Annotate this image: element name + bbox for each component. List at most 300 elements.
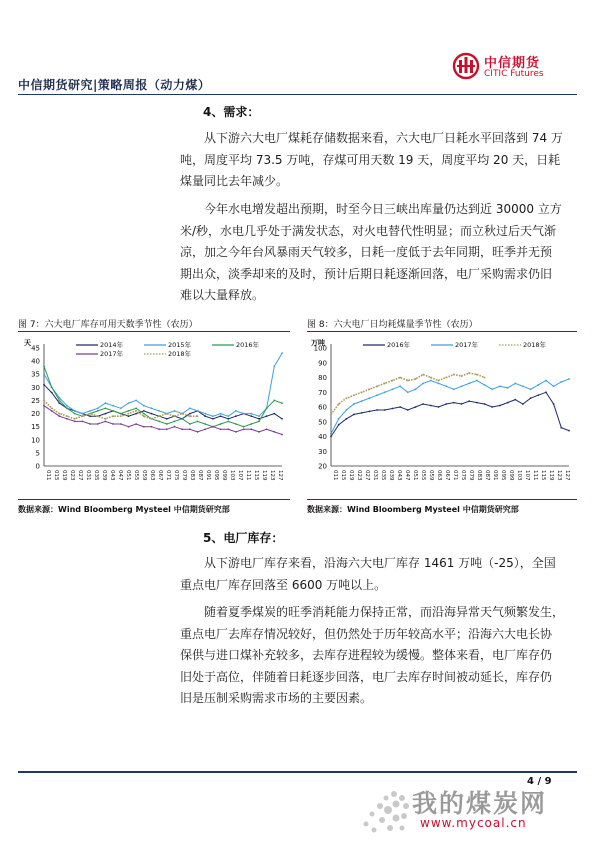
fig7-data-point (51, 386, 53, 388)
fig7-data-point (250, 423, 252, 425)
fig7-y-tick-label: 35 (31, 370, 40, 379)
fig7-data-point (43, 400, 45, 402)
fig8-data-point (399, 406, 401, 408)
fig7-x-tick-label: 103 (229, 470, 235, 481)
fig8-data-point (361, 412, 363, 414)
fig8-data-point (568, 378, 570, 380)
fig7-data-point (66, 418, 68, 420)
fig8-x-tick-label: 023 (356, 470, 362, 481)
fig7-data-point (143, 413, 145, 415)
logo-text-cn: 中信期货 (484, 56, 541, 71)
fig7-data-point (227, 421, 229, 423)
fig8-y-tick-label: 80 (318, 374, 327, 382)
fig7-series-line-1 (44, 353, 282, 416)
fig8-data-point (445, 403, 447, 405)
fig7-y-tick-label: 25 (31, 396, 40, 405)
fig7-data-point (135, 410, 137, 412)
text-line: 旧是压制采购需求市场的主要因素。 (180, 691, 373, 705)
fig8-x-tick-label: 087 (484, 470, 490, 481)
fig7-data-point (128, 426, 130, 428)
fig7-data-point (74, 421, 76, 423)
fig8-series-line-2 (331, 373, 485, 414)
fig7-data-point (212, 426, 214, 428)
fig7-data-point (105, 413, 107, 415)
fig7-data-point (74, 410, 76, 412)
fig7-data-point (197, 410, 199, 412)
fig8-y-unit: 万吨 (311, 339, 325, 347)
fig7-data-point (74, 418, 76, 420)
fig8-data-point (353, 414, 355, 416)
fig7-data-point (151, 407, 153, 409)
fig8-data-point (491, 388, 493, 390)
fig7-x-tick-label: 027 (77, 470, 83, 481)
fig8-data-point (453, 374, 455, 376)
fig8-data-point (330, 414, 332, 416)
fig8-data-point (484, 403, 486, 405)
fig7-x-tick-label: 051 (125, 470, 131, 481)
fig8-x-tick-label: 027 (364, 470, 370, 481)
fig7-x-tick-label: 063 (149, 470, 155, 481)
fig7-data-point (243, 413, 245, 415)
fig7-data-point (158, 410, 160, 412)
fig8-legend-label: 2017年 (455, 341, 479, 349)
fig7-y-tick-label: 20 (31, 410, 40, 419)
fig8-data-point (392, 408, 394, 410)
fig8-legend-label: 2016年 (387, 341, 411, 349)
citic-futures-logo (452, 50, 577, 86)
fig7-data-point (273, 431, 275, 433)
fig8-data-point (453, 402, 455, 404)
fig7-data-point (112, 405, 114, 407)
watermark-url: www.mycoal.cn (420, 816, 527, 830)
fig8-data-point (537, 394, 539, 396)
fig7-data-point (220, 423, 222, 425)
fig7-data-point (281, 434, 283, 436)
fig8-data-point (369, 388, 371, 390)
fig7-y-tick-label: 5 (35, 449, 40, 458)
fig8-y-tick-label: 60 (318, 403, 327, 412)
fig7-x-tick-label: 039 (101, 470, 107, 481)
fig7-data-point (189, 415, 191, 417)
fig8-data-point (361, 391, 363, 393)
fig8-data-point (430, 405, 432, 407)
fig7-data-point (112, 415, 114, 417)
fig8-data-point (438, 380, 440, 382)
fig8-x-tick-label: 115 (540, 470, 546, 481)
figure-7-source: 数据来源：Wind Bloomberg Mysteel 中信期货研究部 (18, 505, 230, 514)
fig8-x-tick-label: 111 (532, 470, 538, 481)
logo-text-en: CITIC Futures (484, 69, 544, 79)
fig8-x-tick-label: 083 (476, 470, 482, 481)
fig7-data-point (174, 415, 176, 417)
fig7-x-tick-label: 019 (61, 470, 67, 481)
fig8-x-tick-label: 015 (340, 470, 346, 481)
fig7-data-point (82, 421, 84, 423)
fig7-data-point (89, 413, 91, 415)
fig8-data-point (361, 400, 363, 402)
fig7-series-line-3 (44, 406, 282, 435)
fig8-data-point (330, 436, 332, 438)
fig8-x-tick-label: 103 (516, 470, 522, 481)
fig8-data-point (376, 394, 378, 396)
fig7-data-point (220, 415, 222, 417)
fig8-x-tick-label: 055 (420, 470, 426, 481)
fig7-data-point (43, 405, 45, 407)
fig7-data-point (212, 418, 214, 420)
fig8-x-tick-label: 119 (548, 470, 554, 481)
figure-8-chart (305, 334, 577, 496)
fig7-data-point (128, 410, 130, 412)
fig7-data-point (243, 428, 245, 430)
fig7-y-tick-label: 15 (31, 423, 40, 432)
fig7-data-point (250, 413, 252, 415)
fig7-data-point (227, 428, 229, 430)
fig8-x-tick-label: 059 (428, 470, 434, 481)
fig7-data-point (204, 428, 206, 430)
fig8-x-tick-label: 123 (556, 470, 562, 481)
fig7-x-tick-label: 035 (93, 470, 99, 481)
fig7-data-point (151, 426, 153, 428)
fig8-data-point (415, 406, 417, 408)
fig8-y-tick-label: 70 (318, 388, 327, 397)
fig7-data-point (166, 418, 168, 420)
fig8-data-point (330, 433, 332, 435)
fig7-legend-label: 2015年 (168, 341, 192, 349)
fig7-data-point (204, 423, 206, 425)
fig7-data-point (158, 428, 160, 430)
fig8-x-tick-label: 075 (460, 470, 466, 481)
fig7-legend-label: 2016年 (236, 341, 260, 349)
fig7-x-tick-label: 087 (197, 470, 203, 481)
fig7-data-point (220, 428, 222, 430)
fig7-data-point (250, 415, 252, 417)
fig8-data-point (399, 385, 401, 387)
fig7-data-point (82, 413, 84, 415)
text-line: 凉，加之今年台风暴雨天气较多，日耗一度低于去年同期，旺季并无预 (180, 245, 553, 259)
fig8-data-point (468, 383, 470, 385)
fig7-data-point (204, 415, 206, 417)
fig7-data-point (258, 431, 260, 433)
text-line: 重点电厂去库存情况较好，但仍然处于历年较高水平；沿海六大电长协 (180, 626, 553, 641)
fig8-data-point (346, 397, 348, 399)
fig8-data-point (422, 383, 424, 385)
fig8-x-tick-label: 035 (380, 470, 386, 481)
fig7-x-tick-label: 095 (213, 470, 219, 481)
fig7-data-point (143, 415, 145, 417)
text-line: 难以大量释放。 (180, 288, 265, 302)
watermark-dots-icon (360, 788, 412, 836)
figure-7-title-rule (18, 331, 290, 332)
fig8-data-point (461, 403, 463, 405)
fig8-y-tick-label: 90 (318, 359, 327, 368)
fig8-data-point (476, 374, 478, 376)
fig7-data-point (174, 410, 176, 412)
fig7-data-point (189, 428, 191, 430)
fig7-data-point (112, 410, 114, 412)
fig8-y-tick-label: 20 (318, 462, 327, 471)
fig7-x-tick-label: 023 (69, 470, 75, 481)
figure-8-source: 数据来源：Wind Bloomberg Mysteel 中信期货研究部 (307, 505, 519, 514)
fig8-data-point (415, 378, 417, 380)
fig8-series-line-1 (331, 379, 569, 434)
fig8-y-tick-label: 100 (313, 344, 327, 353)
fig7-data-point (181, 413, 183, 415)
fig8-x-tick-label: 047 (404, 470, 410, 481)
fig7-data-point (43, 366, 45, 368)
fig7-data-point (128, 402, 130, 404)
fig7-x-tick-label: 071 (165, 470, 171, 481)
fig8-data-point (407, 391, 409, 393)
fig7-data-point (51, 392, 53, 394)
fig7-data-point (120, 407, 122, 409)
fig8-data-point (407, 380, 409, 382)
fig7-x-tick-label: 075 (173, 470, 179, 481)
fig7-data-point (143, 426, 145, 428)
fig7-data-point (135, 423, 137, 425)
fig7-data-point (120, 415, 122, 417)
fig7-data-point (266, 415, 268, 417)
fig8-data-point (499, 405, 501, 407)
fig7-x-tick-label: 043 (109, 470, 115, 481)
fig8-data-point (430, 377, 432, 379)
fig7-data-point (174, 421, 176, 423)
fig7-y-tick-label: 30 (31, 383, 40, 392)
fig8-data-point (384, 383, 386, 385)
fig8-data-point (484, 384, 486, 386)
fig7-x-tick-label: 111 (245, 470, 251, 481)
fig7-data-point (227, 418, 229, 420)
fig7-data-point (273, 400, 275, 402)
fig7-x-tick-label: 031 (85, 470, 91, 481)
fig7-data-point (158, 421, 160, 423)
fig7-data-point (204, 413, 206, 415)
fig8-x-tick-label: 011 (332, 470, 338, 481)
fig8-data-point (376, 385, 378, 387)
fig7-data-point (266, 428, 268, 430)
fig8-data-point (392, 388, 394, 390)
fig8-x-tick-label: 031 (372, 470, 378, 481)
fig7-data-point (66, 415, 68, 417)
fig8-x-tick-label: 067 (444, 470, 450, 481)
text-line: 煤量同比去年减少。 (180, 174, 289, 188)
fig8-x-tick-label: 099 (508, 470, 514, 481)
text-line: 今年水电增发超出预期，时至今日三峡出库量仍达到近 30000 立方 (204, 202, 562, 216)
fig7-data-point (74, 413, 76, 415)
fig8-data-point (476, 380, 478, 382)
fig7-data-point (43, 373, 45, 375)
fig7-data-point (197, 415, 199, 417)
figure-8-bottom-rule (307, 499, 577, 500)
section-5-paragraph-2 (180, 602, 580, 710)
fig7-data-point (151, 413, 153, 415)
fig7-data-point (266, 407, 268, 409)
fig7-x-tick-label: 011 (45, 470, 51, 481)
text-line: 重点电厂库存回落至 6600 万吨以上。 (180, 577, 387, 592)
fig7-x-tick-label: 127 (277, 470, 283, 481)
fig8-y-tick-label: 50 (318, 418, 327, 427)
fig8-data-point (553, 385, 555, 387)
fig7-data-point (220, 413, 222, 415)
fig7-data-point (97, 407, 99, 409)
fig7-x-tick-label: 067 (157, 470, 163, 481)
fig7-data-point (243, 426, 245, 428)
fig7-x-tick-label: 015 (53, 470, 59, 481)
fig8-data-point (453, 388, 455, 390)
fig8-data-point (376, 409, 378, 411)
fig7-x-tick-label: 099 (221, 470, 227, 481)
fig8-data-point (553, 403, 555, 405)
fig8-data-point (530, 397, 532, 399)
fig7-y-tick-label: 45 (31, 344, 40, 353)
fig7-data-point (181, 418, 183, 420)
fig8-legend-label: 2018年 (523, 341, 547, 349)
footer-rule (18, 771, 577, 773)
fig7-data-point (51, 410, 53, 412)
fig8-x-tick-label: 107 (524, 470, 530, 481)
text-line: 期出众，淡季却来的及时，预计后期日耗逐渐回落，电厂采购需求仍旧 (180, 266, 553, 281)
fig8-x-tick-label: 079 (468, 470, 474, 481)
fig7-data-point (250, 428, 252, 430)
fig7-y-tick-label: 10 (31, 436, 40, 445)
fig7-data-point (281, 352, 283, 354)
fig8-data-point (484, 377, 486, 379)
fig7-data-point (166, 423, 168, 425)
fig7-data-point (120, 413, 122, 415)
header-rule (18, 94, 577, 95)
section-4-paragraph-1 (180, 128, 580, 193)
fig8-x-tick-label: 019 (348, 470, 354, 481)
fig7-data-point (197, 421, 199, 423)
fig8-data-point (468, 372, 470, 374)
fig7-data-point (235, 415, 237, 417)
fig7-data-point (197, 431, 199, 433)
fig7-data-point (43, 384, 45, 386)
fig7-y-tick-label: 40 (31, 357, 40, 366)
fig7-data-point (82, 415, 84, 417)
fig8-data-point (392, 380, 394, 382)
fig7-data-point (174, 426, 176, 428)
fig7-data-point (135, 400, 137, 402)
fig8-x-tick-label: 127 (564, 470, 570, 481)
fig8-data-point (353, 394, 355, 396)
text-line: 从下游电厂库存来看，沿海六大电厂库存 1461 万吨（-25），全国 (204, 556, 556, 570)
fig7-x-tick-label: 119 (261, 470, 267, 481)
fig7-data-point (166, 413, 168, 415)
fig8-data-point (346, 418, 348, 420)
fig7-x-tick-label: 059 (141, 470, 147, 481)
fig7-data-point (51, 407, 53, 409)
fig8-data-point (399, 377, 401, 379)
fig7-data-point (143, 405, 145, 407)
fig8-data-point (491, 406, 493, 408)
text-line: 吨，周度平均 73.5 万吨，存煤可用天数 19 天，周度平均 20 天，日耗 (180, 152, 561, 167)
fig7-data-point (105, 402, 107, 404)
fig7-data-point (235, 423, 237, 425)
fig8-data-point (338, 424, 340, 426)
fig8-x-tick-label: 091 (492, 470, 498, 481)
fig8-x-tick-label: 039 (388, 470, 394, 481)
fig8-y-tick-label: 40 (318, 433, 327, 441)
fig8-data-point (522, 385, 524, 387)
fig8-data-point (507, 402, 509, 404)
fig7-data-point (97, 423, 99, 425)
fig8-data-point (445, 377, 447, 379)
fig7-data-point (158, 415, 160, 417)
fig7-data-point (189, 407, 191, 409)
fig7-data-point (128, 413, 130, 415)
fig7-x-tick-label: 079 (181, 470, 187, 481)
fig8-data-point (461, 375, 463, 377)
text-line: 旧处于高位，伴随着日耗逐步回落，电厂去库存时间被动延长，库存仍 (180, 669, 553, 684)
fig8-data-point (438, 383, 440, 385)
figure-8-title-rule (307, 331, 577, 332)
fig7-data-point (227, 415, 229, 417)
fig8-data-point (522, 403, 524, 405)
fig7-data-point (189, 413, 191, 415)
watermark-text-cn: 我的煤炭网 (412, 789, 548, 818)
fig7-data-point (59, 400, 61, 402)
fig7-data-point (189, 423, 191, 425)
fig8-data-point (476, 402, 478, 404)
fig7-data-point (135, 407, 137, 409)
citic-emblem-icon (452, 52, 480, 82)
fig7-x-tick-label: 055 (133, 470, 139, 481)
fig8-data-point (461, 385, 463, 387)
fig7-y-tick-label: 0 (35, 462, 40, 471)
fig8-data-point (422, 374, 424, 376)
fig7-x-tick-label: 107 (237, 470, 243, 481)
figure-7-title: 图 7：六大电厂库存可用天数季节性（农历） (18, 320, 198, 330)
text-line: 米/秒，水电几乎处于满发状态，对火电替代性明显；而立秋过后天气渐 (180, 223, 557, 238)
section-4-paragraph-2 (180, 199, 580, 307)
fig7-data-point (66, 405, 68, 407)
fig7-data-point (89, 423, 91, 425)
figure-7-chart (18, 334, 290, 496)
fig7-x-tick-label: 115 (253, 470, 259, 481)
fig7-data-point (97, 410, 99, 412)
fig7-data-point (112, 423, 114, 425)
fig8-data-point (545, 391, 547, 393)
fig8-x-tick-label: 043 (396, 470, 402, 481)
fig8-x-tick-label: 063 (436, 470, 442, 481)
fig7-data-point (235, 431, 237, 433)
fig7-data-point (59, 413, 61, 415)
fig8-x-tick-label: 095 (500, 470, 506, 481)
section-5-heading: 5、电厂库存： (203, 531, 284, 545)
fig8-data-point (507, 387, 509, 389)
report-header-title: 中信期货研究|策略周报（动力煤） (18, 78, 211, 92)
fig8-data-point (537, 384, 539, 386)
fig8-data-point (407, 409, 409, 411)
fig8-data-point (438, 406, 440, 408)
page-number: 4 / 9 (527, 776, 552, 787)
fig8-data-point (560, 381, 562, 383)
fig7-data-point (89, 415, 91, 417)
fig8-x-tick-label: 071 (452, 470, 458, 481)
fig7-data-point (59, 402, 61, 404)
fig7-x-tick-label: 083 (189, 470, 195, 481)
fig7-data-point (128, 415, 130, 417)
fig7-data-point (151, 418, 153, 420)
fig7-data-point (273, 413, 275, 415)
fig8-data-point (445, 385, 447, 387)
fig7-data-point (89, 410, 91, 412)
fig8-data-point (338, 418, 340, 420)
fig7-data-point (97, 415, 99, 417)
fig7-x-tick-label: 123 (269, 470, 275, 481)
fig8-data-point (384, 409, 386, 411)
fig7-data-point (105, 418, 107, 420)
